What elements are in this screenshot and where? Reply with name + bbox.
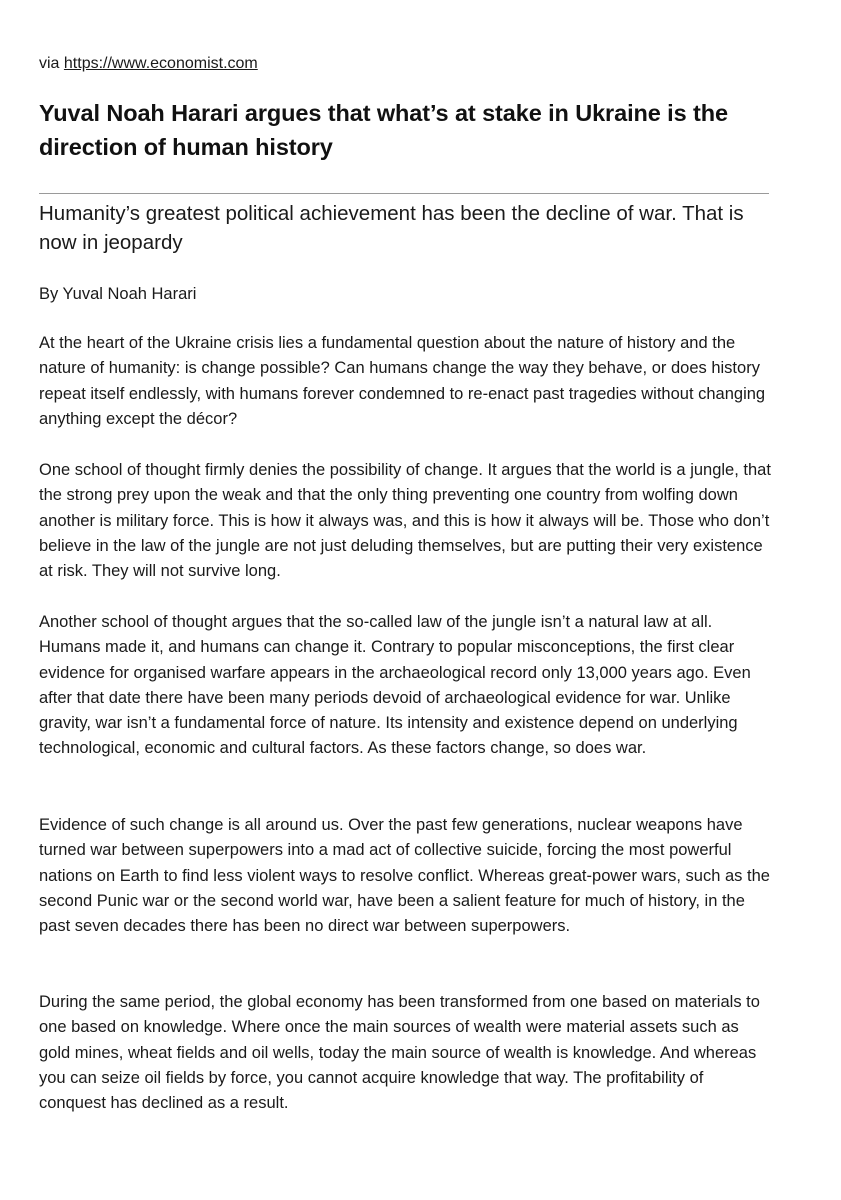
source-line xyxy=(39,53,258,75)
article-standfirst: Humanity’s greatest political achievement has been the decline of war. That is now in jeopardy xyxy=(39,202,744,254)
body-paragraph: During the same period, the global economy has been transformed from one based on materials to one based on knowledge. Where once the main sources of wealth were material assets such as gold mines, wheat fields and oil wells, today the main source of wealth is knowledge. And whereas you can seize oil fields by force, you cannot acquire knowledge that way. The profitability of conquest has declined as a result. xyxy=(39,993,760,1113)
article-headline: Yuval Noah Harari argues that what’s at stake in Ukraine is the direction of human history xyxy=(39,100,728,160)
article-byline: By Yuval Noah Harari xyxy=(39,285,197,303)
body-paragraph: At the heart of the Ukraine crisis lies a fundamental question about the nature of history and the nature of humanity: is change possible? Can humans change the way they behave, or does history repeat itself endlessly, with humans forever condemned to re-enact past tragedies without changing anything except the décor? xyxy=(39,334,766,428)
body-paragraph: Another school of thought argues that the so-called law of the jungle isn’t a natural law at all. Humans made it, and humans can change it. Contrary to popular misconceptions, the first clear evidence for organised warfare appears in the archaeological record only 13,000 years ago. Even after that date there have been many periods devoid of archaeological evidence for war. Unlike gravity, war isn’t a fundamental force of nature. Its intensity and existence depend on underlying technological, economic and cultural factors. As these factors change, so does war. xyxy=(39,613,751,758)
body-paragraph: Evidence of such change is all around us. Over the past few generations, nuclear weapons have turned war between superpowers into a mad act of collective suicide, forcing the most powerful nations on Earth to find less violent ways to resolve conflict. Whereas great-power wars, such as the second Punic war or the second world war, have been a salient feature for much of history, in the past seven decades there has been no direct war between superpowers. xyxy=(39,816,770,936)
source-link[interactable]: https://www.economist.com xyxy=(63,55,258,72)
source-prefix: via xyxy=(39,55,60,72)
headline-divider xyxy=(39,193,769,194)
body-paragraph: One school of thought firmly denies the possibility of change. It argues that the world is a jungle, that the strong prey upon the weak and that the only thing preventing one country from wolfing down another is military force. This is how it always was, and this is how it always will be. Those who don’t believe in the law of the jungle are not just deluding themselves, but are putting their very existence at risk. They will not survive long. xyxy=(39,461,771,581)
